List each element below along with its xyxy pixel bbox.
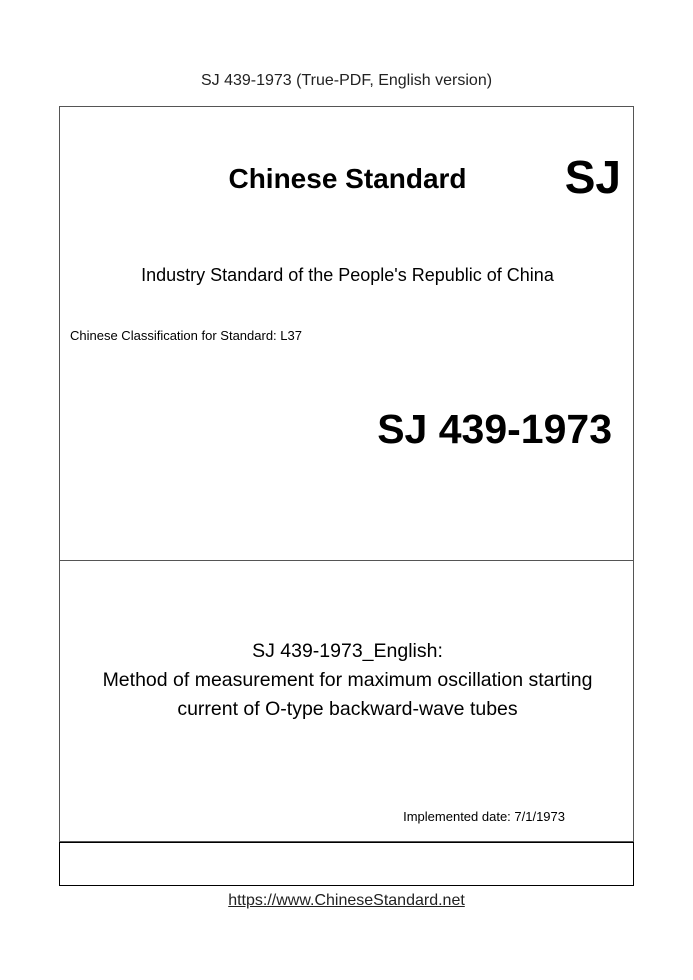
footer-box [59, 842, 634, 886]
website-link-container [0, 892, 693, 910]
cover-frame [59, 106, 634, 842]
cover-heading: Chinese Standard [228, 163, 467, 194]
document-caption: SJ 439-1973 (True-PDF, English version) [200, 72, 493, 89]
implemented-date: Implemented date: 7/1/1973 [403, 809, 565, 824]
standard-number: SJ 439-1973 [377, 406, 612, 452]
title-line-3: current of O-type backward-wave tubes [177, 698, 518, 720]
document-title [60, 637, 635, 724]
industry-standard-label: Industry Standard of the People's Republic of China [141, 265, 554, 285]
standard-mark: SJ [564, 151, 621, 203]
title-line-1: SJ 439-1973_English: [252, 640, 443, 662]
title-line-2: Method of measurement for maximum oscillation starting [102, 669, 593, 691]
website-link[interactable]: https://www.ChineseStandard.net [228, 892, 465, 909]
cover-header-section [60, 107, 633, 561]
cover-title-section [60, 561, 633, 843]
classification-label: Chinese Classification for Standard: L37 [70, 328, 302, 343]
